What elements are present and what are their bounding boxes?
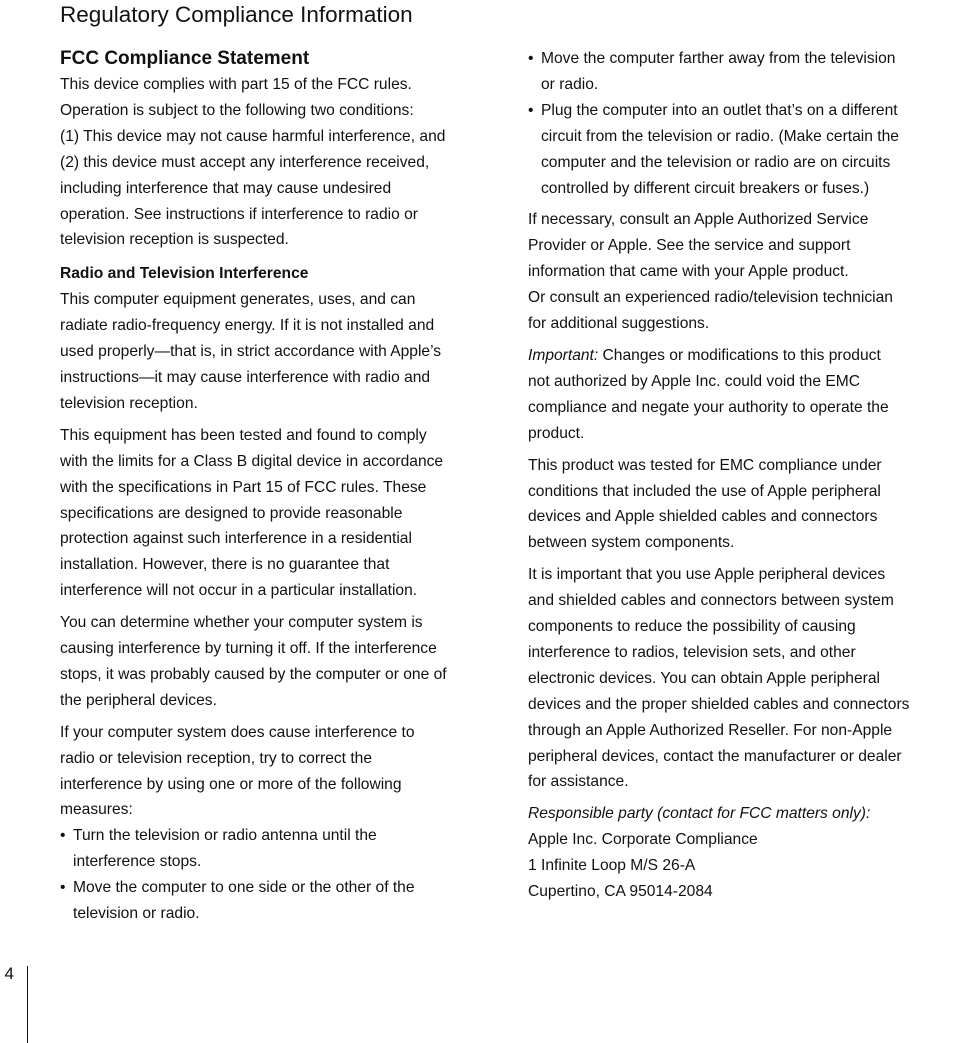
text-line: information that came with your Apple product. [528,263,849,281]
text-line: used properly—that is, in strict accordance with Apple’s [60,343,442,361]
text-line: through an Apple Authorized Reseller. For non-Apple [528,721,893,739]
text-line: This device complies with part 15 of the FCC rules. [60,76,412,93]
bullet-icon: • [528,101,534,119]
text-line: Or consult an experienced radio/television technician [528,289,893,307]
text-line: product. [528,424,585,442]
text-line: devices and the proper shielded cables and connectors [528,695,910,713]
bullet-icon: • [60,879,66,897]
text-line: This equipment has been tested and found to comply [60,426,427,444]
text-line: with the limits for a Class B digital device in accordance [60,452,444,470]
text-line: Provider or Apple. See the service and support [528,237,851,255]
text-line: Operation is subject to the following two conditions: [60,101,414,119]
list-item [528,98,958,202]
text-line: the peripheral devices. [60,691,217,709]
address-line: Cupertino, CA 95014-2084 [528,883,713,901]
list-item [60,875,505,927]
text-line: electronic devices. You can obtain Apple peripheral [528,669,880,687]
list-item [60,823,505,875]
emc-paragraph [528,453,958,557]
text-line: peripheral devices, contact the manufacturer or dealer [528,747,902,765]
important-paragraph [528,343,958,447]
radio-tv-interference-heading: Radio and Television Interference [60,265,309,283]
list-item [528,46,958,98]
text-line: and shielded cables and connectors between system [528,592,894,610]
address-line: Apple Inc. Corporate Compliance [528,831,758,849]
text-line: radiate radio-frequency energy. If it is not installed and [60,317,435,335]
text-line: computer and the television or radio are on circuits [541,153,891,171]
text-line: Move the computer to one side or the other of the [73,879,415,897]
text-line: Plug the computer into an outlet that’s on a different [541,101,898,119]
page-number: 4 [4,964,14,983]
left-column [60,46,505,927]
page-number-divider [27,966,28,1043]
text-line: specifications are designed to provide reasonable [60,504,403,522]
text-line: stops, it was probably caused by the computer or one of [60,665,447,683]
important-label: Important: [528,346,599,364]
text-line: for additional suggestions. [528,315,710,333]
text-line: circuit from the television or radio. (Make certain the [541,127,899,145]
bullet-icon: • [528,50,534,67]
text-line: operation. See instructions if interference to radio or [60,205,418,223]
text-line: You can determine whether your computer system is [60,614,423,632]
text-line: installation. However, there is no guarantee that [60,556,390,574]
fcc-compliance-heading: FCC Compliance Statement [60,48,310,69]
text-line: This product was tested for EMC compliance under [528,456,882,474]
text-line: television reception is suspected. [60,231,289,249]
text-line: radio or television reception, try to correct the [60,749,373,767]
fcc-compliance-paragraph [60,72,505,253]
responsible-party [528,801,958,905]
text-line: interference will not occur in a particular installation. [60,582,418,600]
text-line: interference by using one or more of the following [60,775,402,793]
text-line: conditions that included the use of Apple peripheral [528,482,881,500]
text-line: between system components. [528,534,735,552]
responsible-party-label: Responsible party (contact for FCC matters only): [528,805,871,823]
text-line [528,347,881,364]
text-line: with the specifications in Part 15 of FCC rules. These [60,478,427,496]
text-line: for assistance. [528,773,629,791]
text-line: protection against such interference in a residential [60,530,412,548]
peripheral-paragraph [528,562,958,795]
text-line: devices and Apple shielded cables and connectors [528,508,878,526]
text-line: interference to radios, television sets, and other [528,643,856,661]
text-line: not authorized by Apple Inc. could void the EMC [528,372,860,390]
text-line: causing interference by turning it off. If the interference [60,640,437,658]
measures-list-right [528,46,958,201]
radio-paragraph-2 [60,423,505,604]
text-line: (1) This device may not cause harmful interference, and [60,127,446,145]
address-line: 1 Infinite Loop M/S 26-A [528,857,696,875]
text-line: measures: [60,801,133,819]
text-line: compliance and negate your authority to operate the [528,398,889,416]
service-paragraph [528,207,958,337]
measures-list-left [60,823,505,927]
text-line: Turn the television or radio antenna until the [73,827,377,845]
text-line: including interference that may cause undesired [60,179,392,197]
important-text: Changes or modifications to this product [598,346,881,364]
text-line: television reception. [60,394,198,412]
text-line: (2) this device must accept any interference received, [60,153,430,171]
text-line: or radio. [541,75,599,93]
text-line: controlled by different circuit breakers or fuses.) [541,179,870,197]
right-column [528,46,958,905]
text-line: This computer equipment generates, uses, and can [60,291,416,309]
radio-paragraph-4 [60,720,505,824]
text-line: It is important that you use Apple peripheral devices [528,566,886,584]
text-line: components to reduce the possibility of causing [528,618,856,636]
text-line: If your computer system does cause interference to [60,723,415,741]
text-line: interference stops. [73,853,202,871]
text-line: If necessary, consult an Apple Authorized Service [528,211,869,229]
radio-paragraph-3 [60,610,505,714]
text-line: instructions—it may cause interference with radio and [60,368,431,386]
bullet-icon: • [60,827,66,845]
text-line: Move the computer farther away from the television [541,50,896,67]
radio-paragraph-1 [60,287,505,417]
page-title: Regulatory Compliance Information [60,2,413,27]
text-line: television or radio. [73,905,200,923]
